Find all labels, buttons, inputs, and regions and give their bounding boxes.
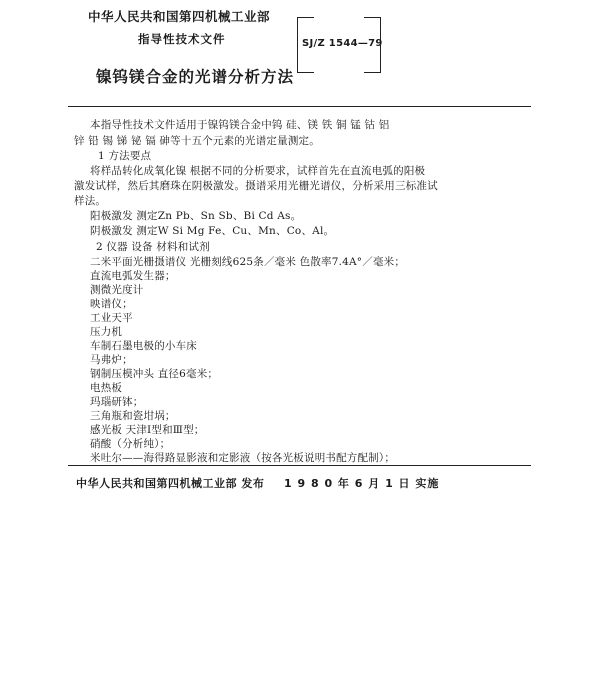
equipment-item: 映谱仪； bbox=[90, 298, 133, 310]
section-1-heading: 1 方法要点 bbox=[98, 150, 152, 162]
document-type: 指导性技术文件 bbox=[138, 32, 226, 46]
publisher: 中华人民共和国第四机械工业部 发布 bbox=[76, 477, 265, 490]
section-1-line-2: 激发试样，然后其磨珠在阴极激发。摄谱采用光栅光谱仪，分析采用三标准试 bbox=[74, 180, 438, 192]
intro-line-1: 本指导性技术文件适用于镍钨镁合金中钨 硅、镁 铁 铜 锰 钴 铝 bbox=[90, 119, 390, 131]
equipment-item: 二米平面光栅摄谱仪 光栅刻线625条／毫米 色散率7.4A°／毫米； bbox=[90, 256, 406, 268]
footer-divider bbox=[68, 465, 531, 466]
equipment-item: 压力机 bbox=[90, 326, 123, 338]
document-title: 镍钨镁合金的光谱分析方法 bbox=[96, 68, 295, 86]
cathode-excitation-line: 阴极激发 测定W Si Mg Fe、Cu、Mn、Co、Al。 bbox=[90, 225, 335, 237]
issuing-organization: 中华人民共和国第四机械工业部 bbox=[88, 9, 271, 24]
intro-line-2: 锌 铅 锡 锑 铋 镉 砷等十五个元素的光谱定量测定。 bbox=[74, 135, 320, 147]
anode-excitation-line: 阳极激发 测定Zn Pb、Sn Sb、Bi Cd As。 bbox=[90, 210, 302, 222]
equipment-item: 三角瓶和瓷坩埚； bbox=[90, 410, 176, 422]
standard-number: SJ/Z 1544—79 bbox=[302, 38, 383, 49]
section-2-heading: 2 仪器 设备 材料和试剂 bbox=[96, 241, 210, 253]
equipment-item: 钢制压模冲头 直径6毫米； bbox=[90, 368, 219, 380]
equipment-item: 车制石墨电极的小车床 bbox=[90, 340, 197, 352]
section-1-line-1: 将样品转化成氧化镍 根据不同的分析要求，试样首先在直流电弧的阳极 bbox=[90, 165, 426, 177]
section-1-line-3: 样法。 bbox=[74, 195, 107, 207]
equipment-item: 电热板 bbox=[90, 382, 123, 394]
equipment-item: 感光板 天津Ⅰ型和Ⅲ型； bbox=[90, 424, 205, 436]
equipment-item: 玛瑙研钵； bbox=[90, 396, 144, 408]
equipment-item: 测微光度计 bbox=[90, 284, 144, 296]
equipment-item: 米吐尔——海得路显影液和定影液（按各光板说明书配方配制）； bbox=[90, 452, 396, 464]
header-divider bbox=[68, 106, 531, 107]
equipment-item: 硝酸（分析纯）； bbox=[90, 438, 171, 450]
effective-date: 1 9 8 0 年 6 月 1 日 实施 bbox=[284, 477, 440, 490]
equipment-item: 工业天平 bbox=[90, 312, 133, 324]
equipment-item: 直流电弧发生器； bbox=[90, 270, 176, 282]
equipment-item: 马弗炉； bbox=[90, 354, 133, 366]
standard-number-box bbox=[297, 17, 381, 73]
